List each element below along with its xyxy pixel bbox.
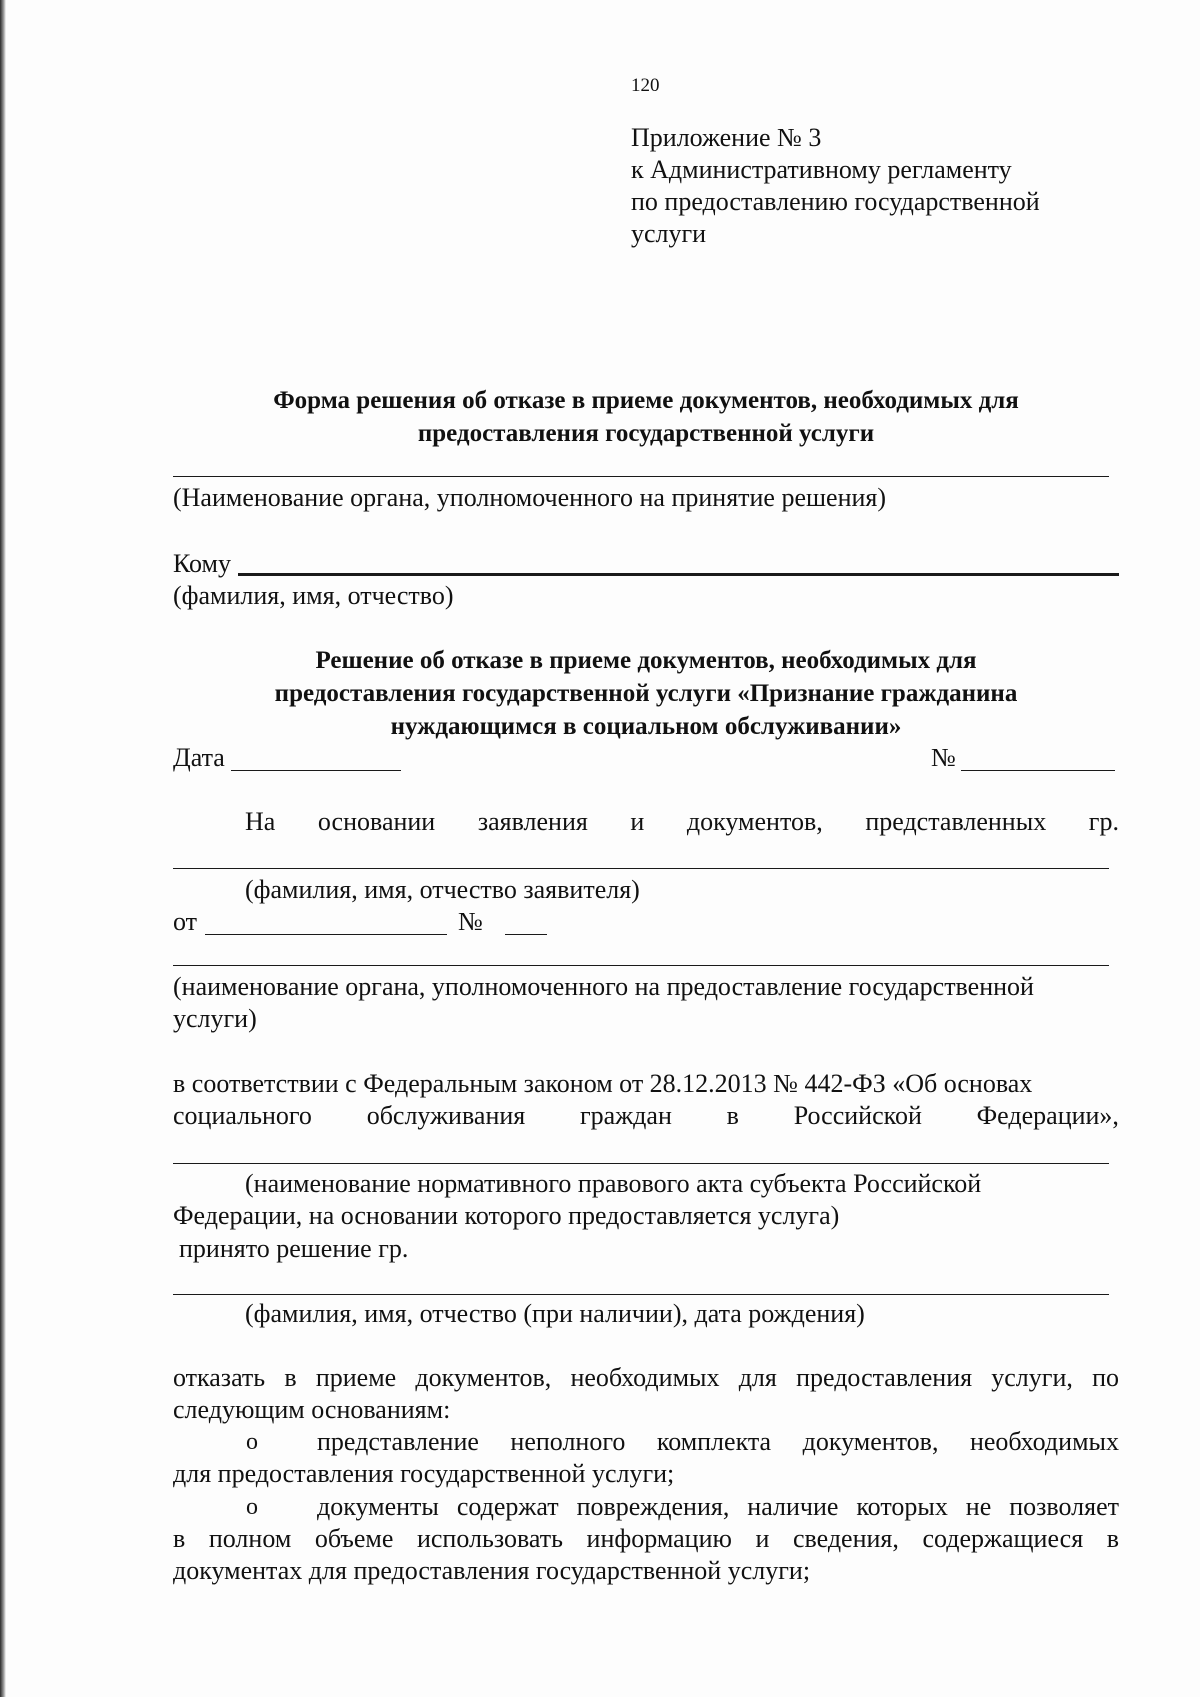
organ-caption-line-2: услуги) xyxy=(173,1004,257,1033)
organ-underline xyxy=(173,965,1109,966)
from-number-label: № xyxy=(458,907,483,936)
decision-title-line-3: нуждающимся в социальном обслуживании» xyxy=(390,713,902,740)
law-line-2 xyxy=(173,1100,1119,1132)
date-label: Дата xyxy=(173,743,225,772)
authority-caption: (Наименование органа, уполномоченного на принятие решения) xyxy=(173,483,887,512)
act-caption-line-2: Федерации, на основании которого предоставляется услуга) xyxy=(173,1201,840,1230)
law-word: обслуживания xyxy=(366,1101,526,1130)
refuse-line-2: следующим основаниям: xyxy=(173,1395,451,1424)
law-line-1: в соответствии с Федеральным законом от 28.12.2013 № 442-ФЗ «Об основах xyxy=(173,1069,1033,1098)
act-caption-line-1: (наименование нормативного правового акта субъекта Российской xyxy=(245,1169,982,1198)
law-word: граждан xyxy=(580,1101,672,1130)
recipient-underline xyxy=(238,573,1119,576)
basis-word: гр. xyxy=(1088,807,1119,836)
law-word: в xyxy=(726,1101,739,1130)
ground-marker: o xyxy=(246,1429,258,1455)
number-label: № xyxy=(931,743,956,772)
basis-word: заявления xyxy=(477,807,588,836)
ground-marker: o xyxy=(246,1494,258,1520)
ground-2-line-1: документы содержат повреждения, наличие которых не позволяет xyxy=(317,1492,1119,1521)
decision-made: принято решение гр. xyxy=(179,1234,409,1263)
person-underline xyxy=(173,1294,1109,1295)
appendix-line-1: Приложение № 3 xyxy=(631,123,822,152)
basis-word: и xyxy=(630,807,645,836)
act-underline xyxy=(173,1163,1109,1164)
from-date-underline xyxy=(205,934,447,935)
scan-edge xyxy=(0,0,6,1697)
decision-title-line-2: предоставления государственной услуги «Признание гражданина xyxy=(274,680,1018,707)
basis-line xyxy=(245,806,1119,838)
applicant-underline xyxy=(173,868,1109,869)
form-title-line-2: предоставления государственной услуги xyxy=(417,420,875,447)
from-number-underline xyxy=(505,934,547,935)
person-caption: (фамилия, имя, отчество (при наличии), дата рождения) xyxy=(245,1299,865,1328)
date-underline xyxy=(231,770,401,771)
law-word: социального xyxy=(173,1101,312,1130)
page-number: 120 xyxy=(631,75,660,96)
law-word: Федерации», xyxy=(976,1101,1119,1130)
appendix-line-2: к Административному регламенту xyxy=(631,155,1012,184)
basis-word: основании xyxy=(317,807,436,836)
basis-word: представленных xyxy=(865,807,1047,836)
refuse-line-1: отказать в приеме документов, необходимых для предоставления услуги, по xyxy=(173,1363,1119,1392)
law-word: Российской xyxy=(793,1101,922,1130)
applicant-caption: (фамилия, имя, отчество заявителя) xyxy=(245,875,640,904)
decision-title-line-1: Решение об отказе в приеме документов, необходимых для xyxy=(315,647,977,674)
organ-caption-line-1: (наименование органа, уполномоченного на предоставление государственной xyxy=(173,972,1034,1001)
authority-underline xyxy=(173,476,1109,477)
from-label: от xyxy=(173,907,198,936)
recipient-caption: (фамилия, имя, отчество) xyxy=(173,581,454,610)
recipient-label: Кому xyxy=(173,549,232,578)
ground-2-line-3: документах для предоставления государственной услуги; xyxy=(173,1556,811,1585)
ground-1-line-1: представление неполного комплекта документов, необходимых xyxy=(317,1427,1119,1456)
basis-word: документов, xyxy=(686,807,823,836)
ground-2-line-2: в полном объеме использовать информацию и сведения, содержащиеся в xyxy=(173,1524,1119,1553)
form-title-line-1: Форма решения об отказе в приеме документов, необходимых для xyxy=(273,387,1019,414)
basis-word: На xyxy=(245,807,276,836)
appendix-line-4: услуги xyxy=(631,219,707,248)
ground-1-line-2: для предоставления государственной услуги; xyxy=(173,1459,675,1488)
number-underline xyxy=(961,770,1115,771)
appendix-line-3: по предоставлению государственной xyxy=(631,187,1040,216)
